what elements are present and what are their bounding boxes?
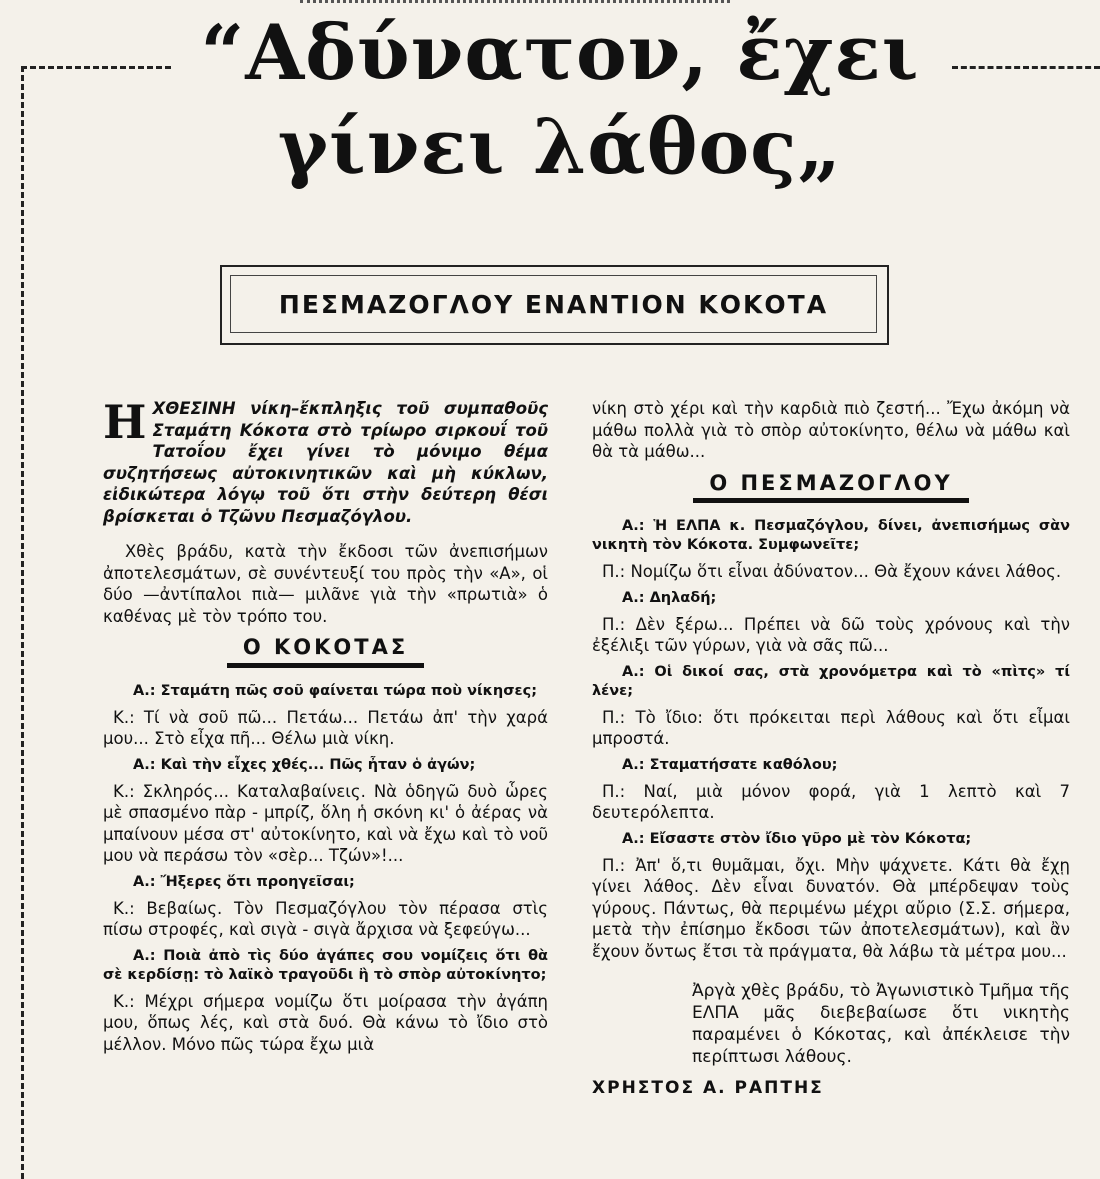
headline-line-2: γίνει λάθος„ bbox=[277, 102, 843, 191]
interview-question: Α.: Δηλαδή; bbox=[622, 589, 717, 606]
interview-answer: Π.: Νομίζω ὅτι εἶναι ἀδύνατον... Θὰ ἔχουν κάνει λάθος. bbox=[602, 562, 1062, 581]
lead-paragraph bbox=[103, 395, 548, 527]
frame-border-top-left bbox=[21, 66, 171, 69]
interview-pesmazoglou bbox=[592, 517, 1070, 962]
headline bbox=[160, 10, 960, 190]
continuation-paragraph: νίκη στὸ χέρι καὶ τὴν καρδιὰ πιὸ ζεστή... Ἔχω ἀκόμη νὰ μάθω πολλὰ γιὰ τὸ σπὸρ αὐτοκίνητο, θέλω νὰ μάθω καὶ θὰ τὰ μάθω... bbox=[592, 399, 1070, 461]
subheadline: ΠΕΣΜΑΖΟΓΛΟΥ ΕΝΑΝΤΙΟΝ ΚΟΚΟΤΑ bbox=[230, 275, 877, 333]
interview-question: Α.: Σταμάτη πῶς σοῦ φαίνεται τώρα ποὺ νίκησες; bbox=[133, 682, 538, 699]
section-title: Ο ΚΟΚΟΤΑΣ bbox=[227, 637, 424, 668]
interview-answer: Π.: Δὲν ξέρω... Πρέπει νὰ δῶ τοὺς χρόνους καὶ τὴν ἐξέλιξι τῶν γύρων, γιὰ νὰ σᾶς πῶ... bbox=[592, 614, 1070, 655]
interview-answer: Π.: Τὸ ἴδιο: ὅτι πρόκειται περὶ λάθους καὶ ὅτι εἶμαι μπροστά. bbox=[592, 707, 1070, 748]
interview-question: Α.: Ποιὰ ἀπὸ τὶς δύο ἀγάπες σου νομίζεις ὅτι θὰ σὲ κερδίσῃ: τὸ λαϊκὸ τραγοῦδι ἢ τὸ σπὸρ αὐτοκίνητο; bbox=[103, 947, 548, 983]
interview-answer: Κ.: Τί νὰ σοῦ πῶ... Πετάω... Πετάω ἀπ' τὴν χαρά μου... Στὸ εἶχα πῆ... Θέλω μιὰ νίκη. bbox=[103, 707, 548, 748]
interview-question: Α.: Εἴσαστε στὸν ἴδιο γῦρο μὲ τὸν Κόκοτα; bbox=[622, 830, 972, 847]
section-title: Ο ΠΕΣΜΑΖΟΓΛΟΥ bbox=[693, 473, 968, 504]
intro-paragraph: Χθὲς βράδυ, κατὰ τὴν ἔκδοσι τῶν ἀνεπισήμων ἀποτελεσμάτων, σὲ συνέντευξί του πρὸς τὴν «Α», οἱ δύο —ἀντίπαλοι πιὰ— μιλᾶνε γιὰ τὴν «πρωτιὰ» ὁ καθένας μὲ τὸν τρόπο του. bbox=[103, 542, 548, 626]
interview-question: Α.: Σταματήσατε καθόλου; bbox=[622, 756, 838, 773]
closing-paragraph: Ἀργὰ χθὲς βράδυ, τὸ Ἀγωνιστικὸ Τμῆμα τῆς ΕΛΠΑ μᾶς διεβεβαίωσε ὅτι νικητὴς παραμένει ὁ Κόκοτας, καὶ ἀπέκλεισε τὴν περίπτωσι λάθους. bbox=[692, 981, 1070, 1067]
interview-answer: Κ.: Βεβαίως. Τὸν Πεσμαζόγλου τὸν πέρασα στὶς πίσω στροφές, καὶ σιγὰ - σιγὰ ἄρχισα νὰ ξεφεύγω... bbox=[103, 898, 548, 939]
interview-question: Α.: Ἤξερες ὅτι προηγεῖσαι; bbox=[133, 873, 355, 890]
interview-question: Α.: Ἡ ΕΛΠΑ κ. Πεσμαζόγλου, δίνει, ἀνεπισήμως σὰν νικητὴ τὸν Κόκοτα. Συμφωνεῖτε; bbox=[592, 518, 1070, 553]
dropcap: Η bbox=[103, 395, 147, 449]
frame-border-left bbox=[21, 66, 24, 1179]
left-column bbox=[103, 395, 548, 1055]
right-column bbox=[592, 398, 1070, 1100]
interview-question: Α.: Καὶ τὴν εἶχες χθές... Πῶς ἦταν ὁ ἀγών; bbox=[133, 756, 476, 773]
byline: ΧΡΗΣΤΟΣ Α. ΡΑΠΤΗΣ bbox=[592, 1078, 824, 1098]
interview-kokotas bbox=[103, 682, 548, 1056]
lead-text: ΧΘΕΣΙΝΗ νίκη–ἔκπληξις τοῦ συμπαθοῦς Σταμάτη Κόκοτα στὸ τρίωρο σιρκουΐ τοῦ Τατοΐου ἔχει γίνει τὸ μόνιμο θέμα συζητήσεως αὐτοκινητικῶν καὶ μὴ κύκλων, εἰδικώτερα λόγῳ τοῦ ὅτι στὴν δεύτερη θέσι βρίσκεται ὁ Τζῶνυ Πεσμαζόγλου. bbox=[103, 399, 548, 526]
interview-answer: Π.: Ναί, μιὰ μόνον φορά, γιὰ 1 λεπτὸ καὶ 7 δευτερόλεπτα. bbox=[592, 781, 1070, 822]
section-heading-pesmazoglou bbox=[592, 470, 1070, 504]
section-heading-kokotas bbox=[103, 637, 548, 668]
headline-line-1: “Αδύνατον, ἔχει bbox=[200, 8, 920, 97]
top-cut-strip bbox=[300, 0, 730, 7]
interview-question: Α.: Οἱ δικοί σας, στὰ χρονόμετρα καὶ τὸ «πὶτς» τί λένε; bbox=[592, 663, 1070, 699]
interview-answer: Κ.: Μέχρι σήμερα νομίζω ὅτι μοίρασα τὴν ἀγάπη μου, ὅπως λές, καὶ στὰ δυό. Θὰ κάνω τὸ ἴδιο στὸ μέλλον. Μόνο πῶς τώρα ἔχω μιὰ bbox=[103, 991, 548, 1054]
frame-border-top-right bbox=[952, 66, 1100, 69]
interview-answer: Π.: Ἀπ' ὅ,τι θυμᾶμαι, ὄχι. Μὴν ψάχνετε. Κάτι θὰ ἔχῃ γίνει λάθος. Δὲν εἶναι δυνατόν. Θὰ μπέρδεψαν τοὺς γύρους. Πάντως, θὰ περιμένω μέχρι αὔριο (Σ.Σ. σήμερα, μετὰ τὴν ἐπίσημο ἔκδοσι τῶν ἀποτελεσμάτων), καὶ ἂν ἔχουν ὄντως ἔτσι τὰ πράγματα, θὰ λάβω τὰ μέτρα μου... bbox=[592, 855, 1070, 961]
interview-answer: Κ.: Σκληρός... Καταλαβαίνεις. Νὰ ὁδηγῶ δυὸ ὧρες μὲ σπασμένο πὰρ - μπρίζ, ὅλη ἡ σκόνη κι' ὁ ἀέρας νὰ μπαίνουν μέσα στ' αὐτοκίνητο, καὶ νὰ ἔχω καὶ τὸ νοῦ μου νὰ περάσω τὸν «σὲρ... Τζών»!... bbox=[103, 781, 548, 865]
